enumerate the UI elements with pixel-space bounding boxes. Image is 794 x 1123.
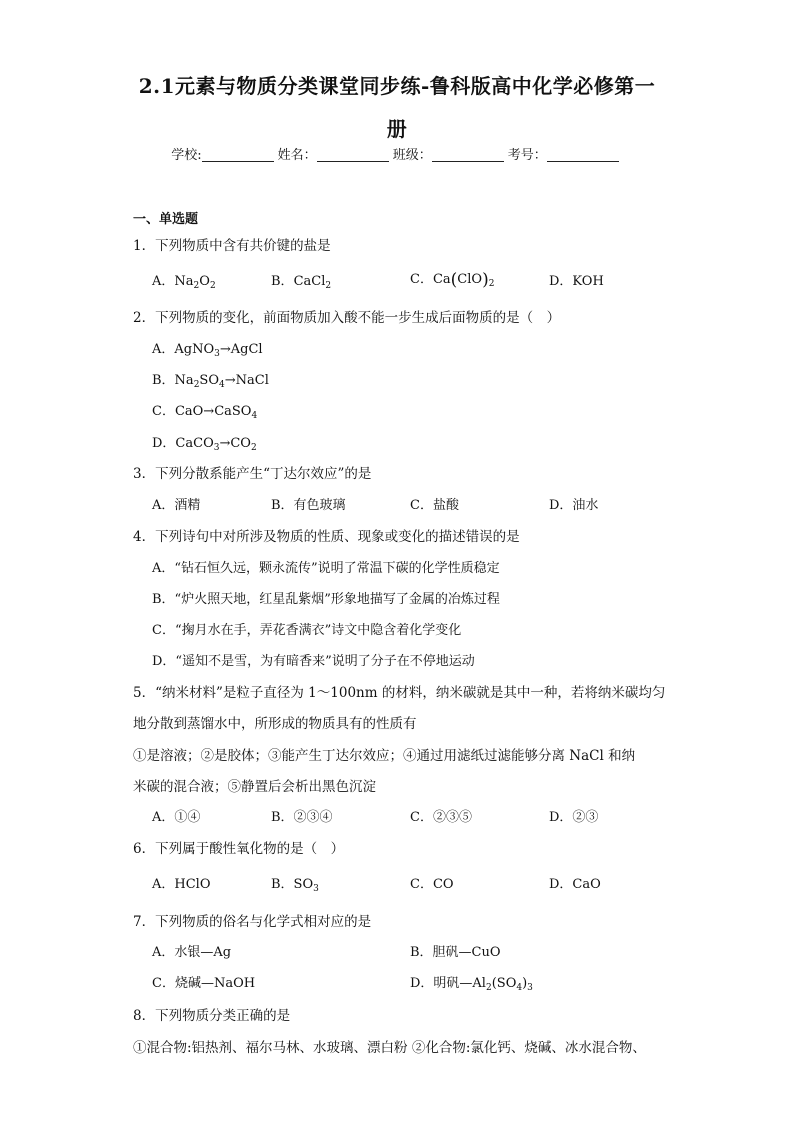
q1-option-d[interactable]: D．KOH bbox=[549, 274, 604, 289]
q6-option-b[interactable]: B．$SO_3$ bbox=[271, 877, 319, 894]
q3-option-b[interactable]: B．有色玻璃 bbox=[271, 498, 346, 513]
question-1: 1．下列物质中含有共价键的盐是 bbox=[133, 238, 331, 254]
q6-option-c[interactable]: C．CO bbox=[410, 877, 454, 892]
school-blank[interactable] bbox=[202, 147, 274, 162]
question-4: 4．下列诗句中对所涉及物质的性质、现象或变化的描述错误的是 bbox=[133, 529, 520, 545]
student-info bbox=[0, 144, 794, 163]
q5-option-b[interactable]: B．②③④ bbox=[271, 810, 333, 825]
q7-option-d[interactable]: D．明矾$—Al_2(SO_4)_3$ bbox=[410, 976, 533, 993]
title-line-1: 2.1元素与物质分类课堂同步练-鲁科版高中化学必修第一 bbox=[138, 74, 656, 98]
q7-option-c[interactable]: C．烧碱—NaOH bbox=[152, 976, 256, 991]
question-2: 2．下列物质的变化，前面物质加入酸不能一步生成后面物质的是（ ） bbox=[133, 310, 561, 326]
q7-option-b[interactable]: B．胆矾—CuO bbox=[410, 945, 501, 960]
q1-option-b[interactable]: B．CaCl$_2$ bbox=[271, 274, 332, 291]
q5-option-d[interactable]: D．②③ bbox=[549, 810, 599, 825]
question-3: 3．下列分散系能产生“丁达尔效应”的是 bbox=[133, 466, 372, 482]
name-label: 姓名： bbox=[277, 148, 317, 163]
question-8: 8．下列物质分类正确的是 bbox=[133, 1008, 291, 1024]
q4-option-a[interactable]: A．“钻石恒久远，颗永流传”说明了常温下碳的化学性质稳定 bbox=[152, 561, 500, 576]
number-blank[interactable] bbox=[547, 147, 619, 162]
section-heading: 一、单选题 bbox=[133, 212, 199, 227]
q4-option-d[interactable]: D．“遥知不是雪，为有暗香来”说明了分子在不停地运动 bbox=[152, 654, 475, 669]
q1-option-c[interactable]: C．$Ca(ClO)_2$ bbox=[410, 270, 495, 290]
question-6: 6．下列属于酸性氧化物的是（ ） bbox=[133, 841, 345, 857]
q3-option-c[interactable]: C．盐酸 bbox=[410, 498, 459, 513]
question-7: 7．下列物质的俗名与化学式相对应的是 bbox=[133, 914, 372, 930]
q3-option-d[interactable]: D．油水 bbox=[549, 498, 599, 513]
name-blank[interactable] bbox=[317, 147, 389, 162]
question-5-line-2: 地分散到蒸馏水中，所形成的物质具有的性质有 bbox=[133, 716, 417, 732]
question-8-line-2: ①混合物:铝热剂、福尔马林、水玻璃、漂白粉 ②化合物:氯化钙、烧碱、冰水混合物、 bbox=[133, 1040, 646, 1056]
q4-option-c[interactable]: C．“掬月水在手，弄花香满衣”诗文中隐含着化学变化 bbox=[152, 623, 462, 638]
q2-option-b[interactable]: B．$Na_2SO_4\to NaCl$ bbox=[152, 373, 269, 390]
q3-option-a[interactable]: A．酒精 bbox=[152, 498, 201, 513]
q4-option-b[interactable]: B．“炉火照天地，红星乱紫烟”形象地描写了金属的冶炼过程 bbox=[152, 592, 500, 607]
q7-option-a[interactable]: A．水银—Ag bbox=[152, 945, 232, 960]
number-label: 考号： bbox=[507, 148, 547, 163]
q6-option-d[interactable]: D．CaO bbox=[549, 877, 601, 892]
question-5-line-1: 5．“纳米材料”是粒子直径为 1～100nm 的材料，纳米碳就是其中一种，若将纳米碳均匀 bbox=[133, 685, 666, 701]
question-5-line-4: 米碳的混合液；⑤静置后会析出黑色沉淀 bbox=[133, 779, 376, 795]
q1-option-a[interactable]: A．$Na_2O_2$ bbox=[152, 274, 216, 291]
q5-option-a[interactable]: A．①④ bbox=[152, 810, 201, 825]
title-line-2: 册 bbox=[386, 117, 408, 141]
question-5-line-3: ①是溶液；②是胶体；③能产生丁达尔效应；④通过用滤纸过滤能够分离 NaCl 和纳 bbox=[133, 748, 636, 764]
q6-option-a[interactable]: A．HClO bbox=[152, 877, 211, 892]
q5-option-c[interactable]: C．②③⑤ bbox=[410, 810, 472, 825]
class-label: 班级： bbox=[392, 148, 432, 163]
q2-option-d[interactable]: D．$CaCO_3\to CO_2$ bbox=[152, 436, 257, 453]
q2-option-a[interactable]: A．AgNO$_3$→AgCl bbox=[152, 342, 263, 359]
school-label: 学校: bbox=[171, 148, 202, 163]
q2-option-c[interactable]: C．CaO→CaSO$_4$ bbox=[152, 404, 258, 421]
class-blank[interactable] bbox=[432, 147, 504, 162]
